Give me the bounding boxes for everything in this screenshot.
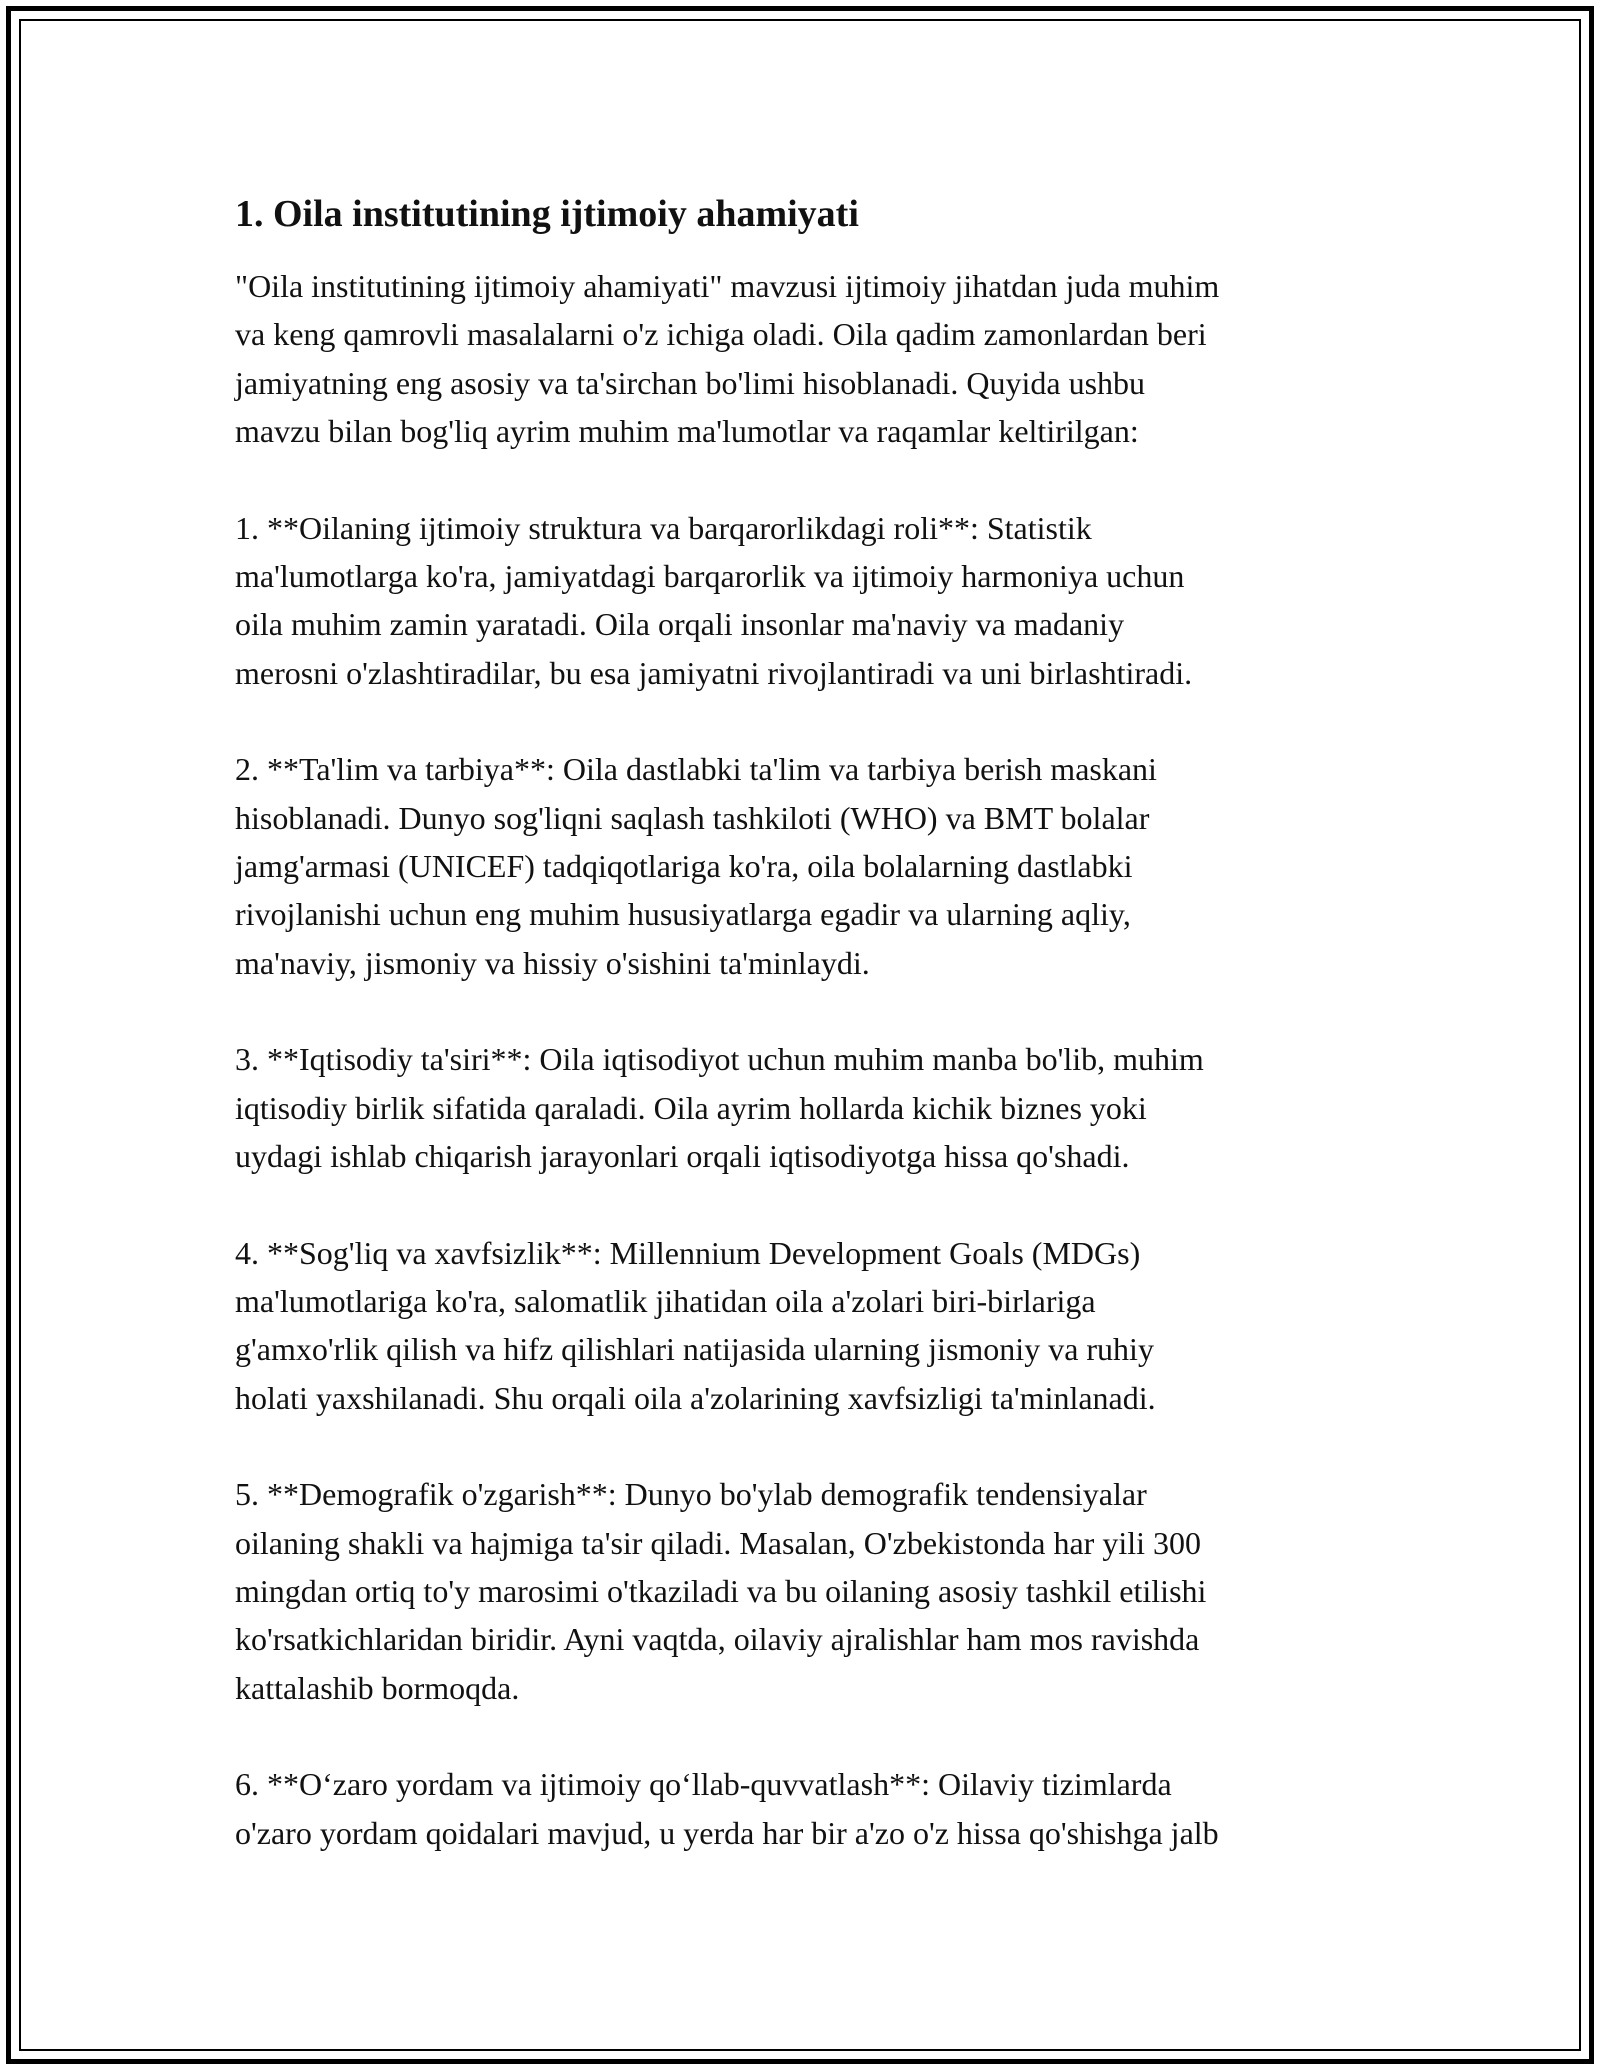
- paragraph-4-health-safety: 4. **Sog'liq va xavfsizlik**: Millennium Development Goals (MDGs) ma'lumotlariga ko'ra, salomatlik jihatidan oila a'zolari biri-birlariga g'amxo'rlik qilish va hifz qilishlari natijasida ularning jismoniy va ruhiy holati yaxshilanadi. Shu orqali oila a'zolarining xavfsizligi ta'minlanadi.: [235, 1234, 1156, 1416]
- paragraph-3-economic: 3. **Iqtisodiy ta'siri**: Oila iqtisodiyot uchun muhim manba bo'lib, muhim iqtisodiy birlik sifatida qaraladi. Oila ayrim hollarda kichik biznes yoki uydagi ishlab chiqarish jarayonlari orqali iqtisodiyotga hissa qo'shadi.: [235, 1041, 1204, 1175]
- intro-paragraph: "Oila institutining ijtimoiy ahamiyati" mavzusi ijtimoiy jihatdan juda muhim va keng qamrovli masalalarni o'z ichiga oladi. Oila qadim zamonlardan beri jamiyatning eng asosiy va ta'sirchan bo'limi hisoblanadi. Quyida ushbu mavzu bilan bog'liq ayrim muhim ma'lumotlar va raqamlar keltirilgan:: [235, 268, 1220, 450]
- paragraph-5-demographic: 5. **Demografik o'zgarish**: Dunyo bo'ylab demografik tendensiyalar oilaning shakli va hajmiga ta'sir qiladi. Masalan, O'zbekistonda har yili 300 mingdan ortiq to'y marosimi o'tkaziladi va bu oilaning asosiy tashkil etilishi ko'rsatkichlaridan biridir. Ayni vaqtda, oilaviy ajralishlar ham mos ravishda kattalashib bormoqda.: [235, 1476, 1207, 1706]
- paragraph-6-mutual-support: 6. **O‘zaro yordam va ijtimoiy qo‘llab-quvvatlash**: Oilaviy tizimlarda o'zaro yordam qoidalari mavjud, u yerda har bir a'zo o'z hissa qo'shishga jalb: [235, 1766, 1219, 1851]
- document-body: [235, 186, 1375, 1905]
- paragraph-1-social-structure: 1. **Oilaning ijtimoiy struktura va barqarorlikdagi roli**: Statistik ma'lumotlarga ko'ra, jamiyatdagi barqarorlik va ijtimoiy harmoniya uchun oila muhim zamin yaratadi. Oila orqali insonlar ma'naviy va madaniy merosni o'zlashtiradilar, bu esa jamiyatni rivojlantiradi va uni birlashtiradi.: [235, 509, 1193, 691]
- paragraph-2-education: 2. **Ta'lim va tarbiya**: Oila dastlabki ta'lim va tarbiya berish maskani hisoblanadi. Dunyo sog'liqni saqlash tashkiloti (WHO) va BMT bolalar jamg'armasi (UNICEF) tadqiqotlariga ko'ra, oila bolalarning dastlabki rivojlanishi uchun eng muhim hususiyatlarga egadir va ularning aqliy, ma'naviy, jismoniy va hissiy o'sishini ta'minlaydi.: [235, 751, 1157, 981]
- section-title: 1. Oila institutining ijtimoiy ahamiyati: [235, 193, 859, 235]
